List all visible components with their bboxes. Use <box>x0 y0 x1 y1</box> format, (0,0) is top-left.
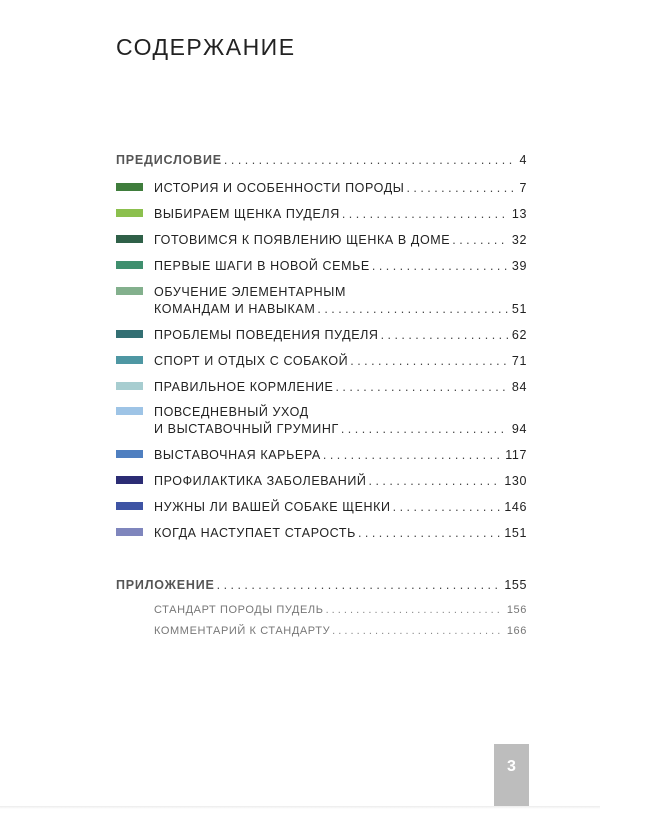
dot-leader <box>452 233 508 247</box>
dot-leader <box>358 526 500 540</box>
page-number: 3 <box>507 758 516 775</box>
chapter-color-swatch <box>116 183 143 191</box>
dot-leader <box>332 625 503 637</box>
dot-leader <box>342 207 508 221</box>
appendix-item-title: СТАНДАРТ ПОРОДЫ ПУДЕЛЬ <box>154 604 324 616</box>
chapter-title-line2: И ВЫСТАВОЧНЫЙ ГРУМИНГ <box>154 422 339 436</box>
chapter-page: 39 <box>511 259 527 273</box>
dot-leader <box>224 153 516 167</box>
chapter-color-swatch <box>116 235 143 243</box>
chapter-color-swatch <box>116 502 143 510</box>
dot-leader <box>341 422 508 436</box>
chapter-title: КОГДА НАСТУПАЕТ СТАРОСТЬ <box>154 526 356 540</box>
dot-leader <box>335 380 507 394</box>
dot-leader <box>323 448 501 462</box>
page-edge-shadow <box>0 806 600 809</box>
dot-leader <box>372 259 508 273</box>
chapter-title: ПЕРВЫЕ ШАГИ В НОВОЙ СЕМЬЕ <box>154 259 370 273</box>
dot-leader <box>369 474 501 488</box>
chapter-color-swatch <box>116 287 143 295</box>
toc-preface <box>116 153 527 167</box>
chapter-page: 7 <box>519 181 527 195</box>
chapter-color-swatch <box>116 476 143 484</box>
preface-label: ПРЕДИСЛОВИЕ <box>116 153 222 167</box>
chapter-color-swatch <box>116 382 143 390</box>
chapter-color-swatch <box>116 450 143 458</box>
chapter-title-line1: ПОВСЕДНЕВНЫЙ УХОД <box>154 405 309 419</box>
appendix-label: ПРИЛОЖЕНИЕ <box>116 578 215 592</box>
appendix-item-page: 156 <box>506 604 527 616</box>
chapter-title: ВЫБИРАЕМ ЩЕНКА ПУДЕЛЯ <box>154 207 340 221</box>
toc-appendix <box>116 578 527 592</box>
chapter-page: 62 <box>511 328 527 342</box>
chapter-color-swatch <box>116 330 143 338</box>
appendix-item-page: 166 <box>506 625 527 637</box>
dot-leader <box>406 181 515 195</box>
chapter-title: СПОРТ И ОТДЫХ С СОБАКОЙ <box>154 354 349 368</box>
toc-appendix-item <box>154 625 527 637</box>
chapter-color-swatch <box>116 407 143 415</box>
chapter-page: 51 <box>511 302 527 316</box>
chapter-color-swatch <box>116 209 143 217</box>
appendix-page: 155 <box>504 578 527 592</box>
chapter-page: 117 <box>505 448 527 462</box>
chapter-page: 32 <box>511 233 527 247</box>
toc-appendix-item <box>154 604 527 616</box>
page-title: СОДЕРЖАНИЕ <box>116 34 296 60</box>
chapter-color-swatch <box>116 356 143 364</box>
dot-leader <box>381 328 508 342</box>
chapter-page: 13 <box>511 207 527 221</box>
chapter-title: ИСТОРИЯ И ОСОБЕННОСТИ ПОРОДЫ <box>154 181 405 195</box>
chapter-page: 130 <box>504 474 527 488</box>
dot-leader <box>350 354 508 368</box>
chapter-title: ПРОБЛЕМЫ ПОВЕДЕНИЯ ПУДЕЛЯ <box>154 328 379 342</box>
chapter-title: НУЖНЫ ЛИ ВАШЕЙ СОБАКЕ ЩЕНКИ <box>154 500 391 514</box>
chapter-color-swatch <box>116 261 143 269</box>
chapter-title-line1: ОБУЧЕНИЕ ЭЛЕМЕНТАРНЫМ <box>154 285 346 299</box>
dot-leader <box>326 604 503 616</box>
chapter-title: ПРАВИЛЬНОЕ КОРМЛЕНИЕ <box>154 380 334 394</box>
dot-leader <box>217 578 501 592</box>
preface-page: 4 <box>519 153 527 167</box>
dot-leader <box>393 500 501 514</box>
chapter-title: ГОТОВИМСЯ К ПОЯВЛЕНИЮ ЩЕНКА В ДОМЕ <box>154 233 451 247</box>
chapter-page: 94 <box>511 422 527 436</box>
chapter-page: 146 <box>504 500 527 514</box>
dot-leader <box>317 302 508 316</box>
chapter-page: 71 <box>511 354 527 368</box>
chapter-color-swatch <box>116 528 143 536</box>
chapter-page: 151 <box>504 526 527 540</box>
chapter-page: 84 <box>511 380 527 394</box>
appendix-item-title: КОММЕНТАРИЙ К СТАНДАРТУ <box>154 625 331 637</box>
chapter-title-line2: КОМАНДАМ И НАВЫКАМ <box>154 302 316 316</box>
page-number-tab <box>494 744 529 808</box>
chapter-title: ВЫСТАВОЧНАЯ КАРЬЕРА <box>154 448 321 462</box>
chapter-title: ПРОФИЛАКТИКА ЗАБОЛЕВАНИЙ <box>154 474 367 488</box>
